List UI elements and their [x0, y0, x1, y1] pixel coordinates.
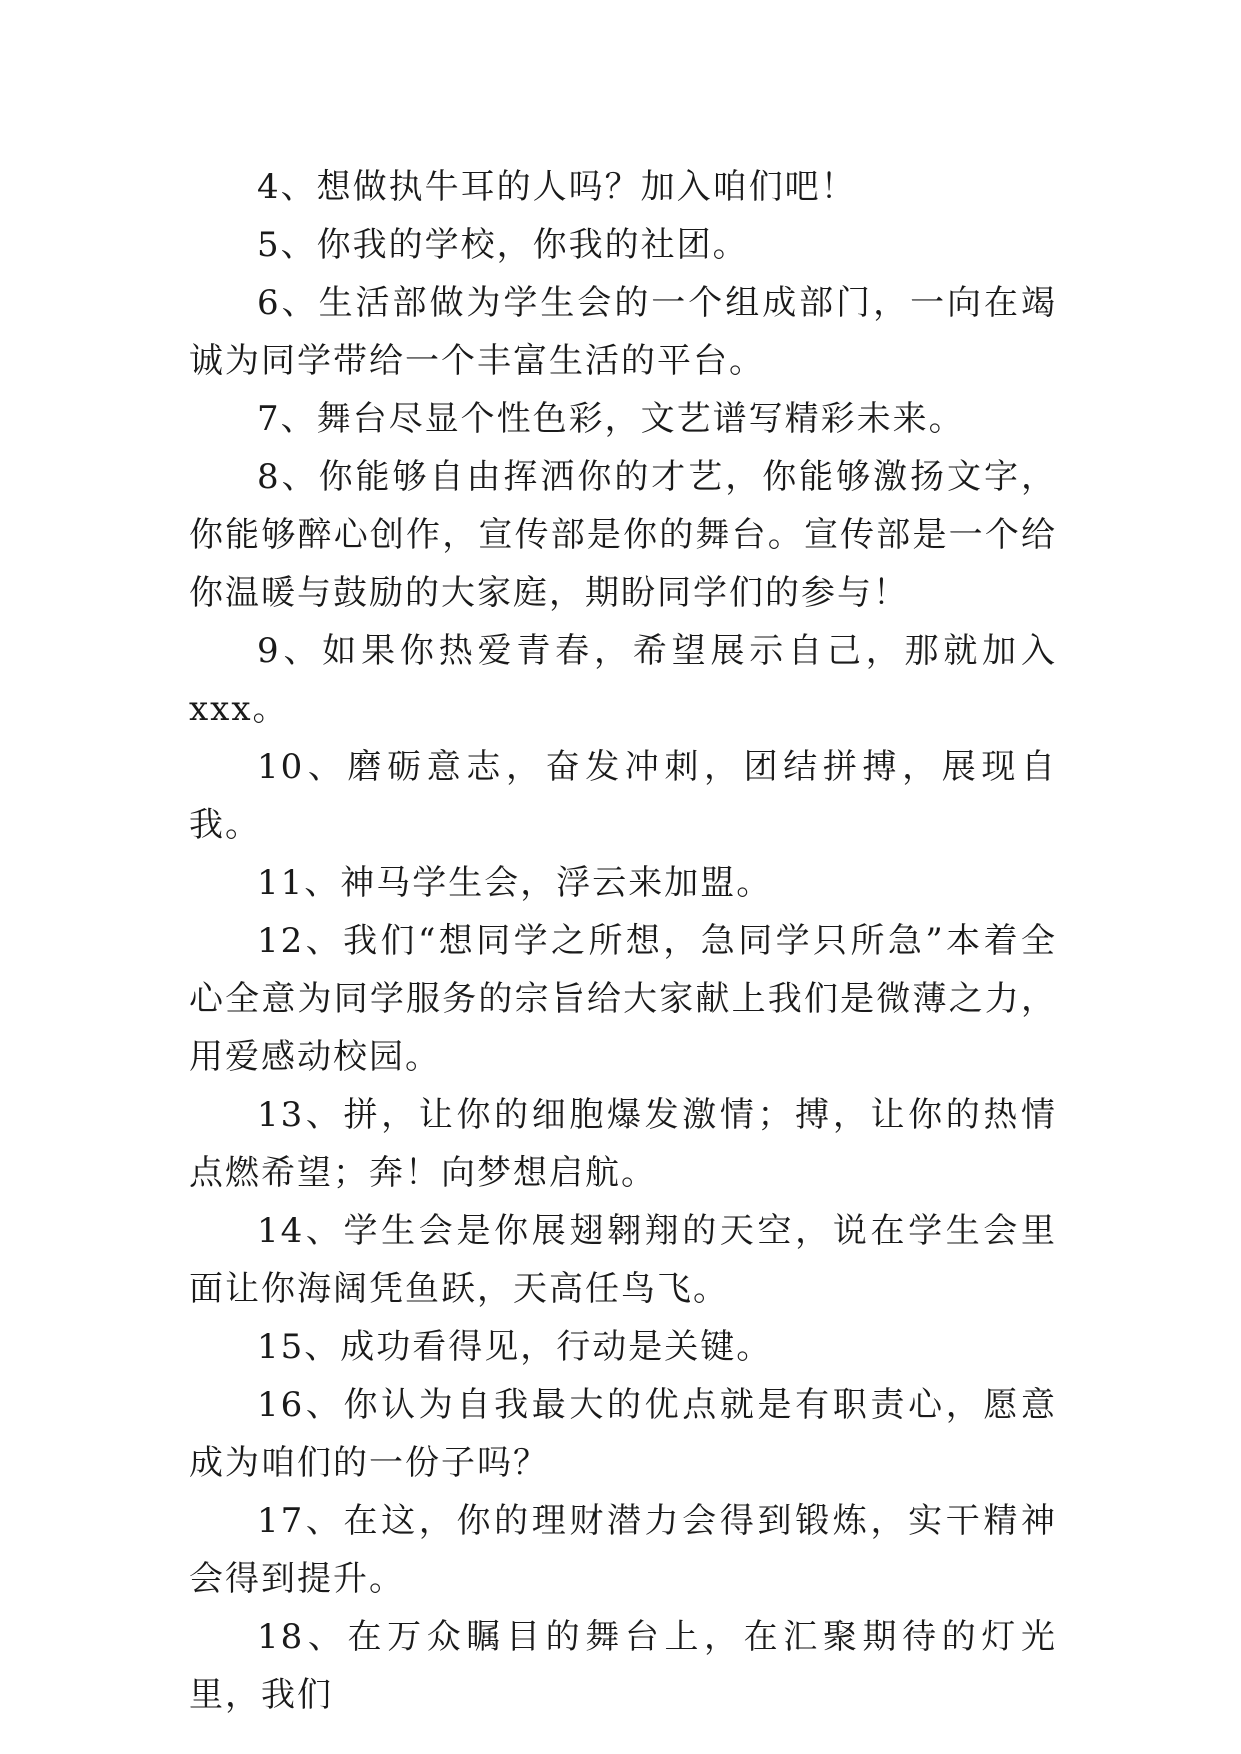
document-body: [189, 158, 1057, 1724]
paragraph-9: 9、如果你热爱青春，希望展示自己，那就加入xxx。: [189, 631, 1057, 729]
paragraph-12: 12、我们“想同学之所想，急同学只所急”本着全心全意为同学服务的宗旨给大家献上我们是微薄之力，用爱感动校园。: [189, 921, 1057, 1077]
paragraph-14: 14、学生会是你展翅翱翔的天空，说在学生会里面让你海阔凭鱼跃，天高任鸟飞。: [189, 1211, 1057, 1309]
paragraph-15: 15、成功看得见，行动是关键。: [257, 1327, 773, 1367]
paragraph-18: 18、在万众瞩目的舞台上，在汇聚期待的灯光里，我们: [189, 1617, 1057, 1715]
paragraph-17: 17、在这，你的理财潜力会得到锻炼，实干精神会得到提升。: [189, 1501, 1057, 1599]
paragraph-5: 5、你我的学校，你我的社团。: [257, 225, 749, 265]
paragraph-4: 4、想做执牛耳的人吗？加入咱们吧！: [257, 167, 857, 207]
paragraph-6: 6、生活部做为学生会的一个组成部门，一向在竭诚为同学带给一个丰富生活的平台。: [189, 283, 1057, 381]
paragraph-10: 10、磨砺意志，奋发冲刺，团结拼搏，展现自我。: [189, 747, 1057, 845]
paragraph-11: 11、神马学生会，浮云来加盟。: [257, 863, 773, 903]
paragraph-13: 13、拼，让你的细胞爆发激情；搏，让你的热情点燃希望；奔！向梦想启航。: [189, 1095, 1057, 1193]
paragraph-16: 16、你认为自我最大的优点就是有职责心，愿意成为咱们的一份子吗？: [189, 1385, 1057, 1483]
paragraph-8: 8、你能够自由挥洒你的才艺，你能够激扬文字，你能够醉心创作，宣传部是你的舞台。宣传部是一个给你温暖与鼓励的大家庭，期盼同学们的参与！: [189, 457, 1057, 613]
paragraph-7: 7、舞台尽显个性色彩，文艺谱写精彩未来。: [257, 399, 965, 439]
